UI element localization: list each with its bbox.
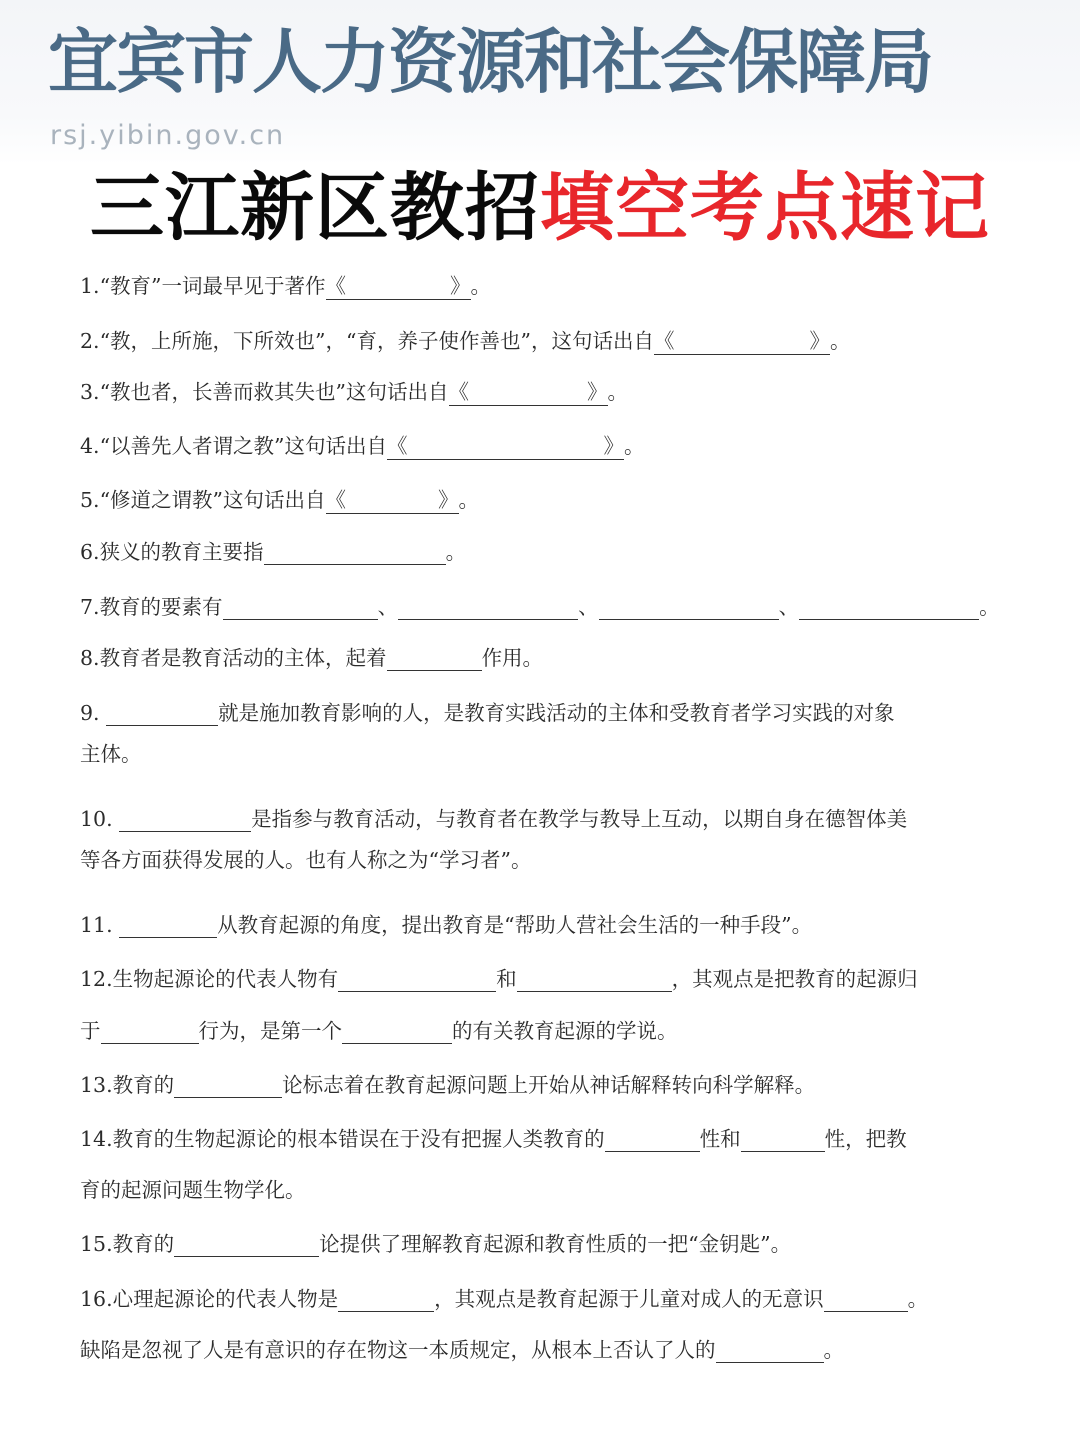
answer-blank[interactable] [799,593,979,620]
question-11: 11. 从教育起源的角度，提出教育是“帮助人营社会生活的一种手段”。 [80,913,813,937]
answer-blank[interactable] [174,1071,282,1098]
answer-blank[interactable] [174,1230,319,1257]
question-7: 7.教育的要素有 、 、 、 。 [80,595,1000,619]
answer-blank[interactable] [824,1285,908,1312]
answer-blank[interactable]: 《 》 [653,329,830,353]
org-name: 宜宾市人力资源和社会保障局 [48,21,932,103]
question-12: 12.生物起源论的代表人物有 和 ，其观点是把教育的起源归 [80,967,918,991]
answer-blank[interactable] [599,593,779,620]
question-13: 13.教育的 论标志着在教育起源问题上开始从神话解释转向科学解释。 [80,1073,816,1097]
answer-blank[interactable] [716,1336,824,1363]
answer-blank[interactable]: 《 》 [387,434,625,458]
title-part-black: 三江新区教招 [90,165,540,251]
question-10: 10. 是指参与教育活动，与教育者在教学与教导上互动，以期自身在德智体美 [80,807,908,831]
answer-blank[interactable] [387,644,482,671]
org-url: rsj.yibin.gov.cn [50,120,286,151]
answer-blank[interactable] [119,911,217,938]
answer-blank[interactable] [223,593,378,620]
answer-blank[interactable]: 《 》 [325,488,459,512]
question-15: 15.教育的 论提供了理解教育起源和教育性质的一把“金钥匙”。 [80,1232,792,1256]
question-2: 2.“教，上所施，下所效也”，“育，养子使作善也”，这句话出自《 》。 [80,329,851,353]
header-banner [0,0,1080,165]
answer-blank[interactable] [101,1017,199,1044]
answer-blank[interactable] [264,538,446,565]
question-6: 6.狭义的教育主要指 。 [80,540,467,564]
question-12-cont: 于 行为，是第一个 的有关教育起源的学说。 [80,1019,678,1043]
answer-blank[interactable] [342,1017,452,1044]
answer-blank[interactable]: 《 》 [325,274,471,298]
question-10-cont: 等各方面获得发展的人。也有人称之为“学习者”。 [80,848,532,872]
question-8: 8.教育者是教育活动的主体，起着 作用。 [80,646,544,670]
answer-blank[interactable] [338,965,496,992]
question-16-cont: 缺陷是忽视了人是有意识的存在物这一本质规定，从根本上否认了人的 。 [80,1338,844,1362]
question-9: 9. 就是施加教育影响的人，是教育实践活动的主体和受教育者学习实践的对象 [80,701,895,725]
answer-blank[interactable] [119,805,251,832]
question-3: 3.“教也者，长善而救其失也”这句话出自《 》。 [80,380,629,404]
question-16: 16.心理起源论的代表人物是 ，其观点是教育起源于儿童对成人的无意识 。 [80,1287,929,1311]
title-part-red: 填空考点速记 [540,165,990,251]
question-4: 4.“以善先人者谓之教”这句话出自《 》。 [80,434,645,458]
answer-blank[interactable] [741,1125,825,1152]
question-14: 14.教育的生物起源论的根本错误在于没有把握人类教育的 性和 性，把教 [80,1127,907,1151]
answer-blank[interactable] [398,593,578,620]
question-1: 1.“教育”一词最早见于著作《 》。 [80,274,492,298]
question-9-cont: 主体。 [80,742,142,766]
answer-blank[interactable] [517,965,672,992]
answer-blank[interactable] [106,699,218,726]
answer-blank[interactable] [605,1125,700,1152]
question-14-cont: 育的起源问题生物学化。 [80,1178,306,1202]
answer-blank[interactable]: 《 》 [448,380,608,404]
answer-blank[interactable] [338,1285,434,1312]
question-5: 5.“修道之谓教”这句话出自《 》。 [80,488,480,512]
page-title [0,166,1080,250]
